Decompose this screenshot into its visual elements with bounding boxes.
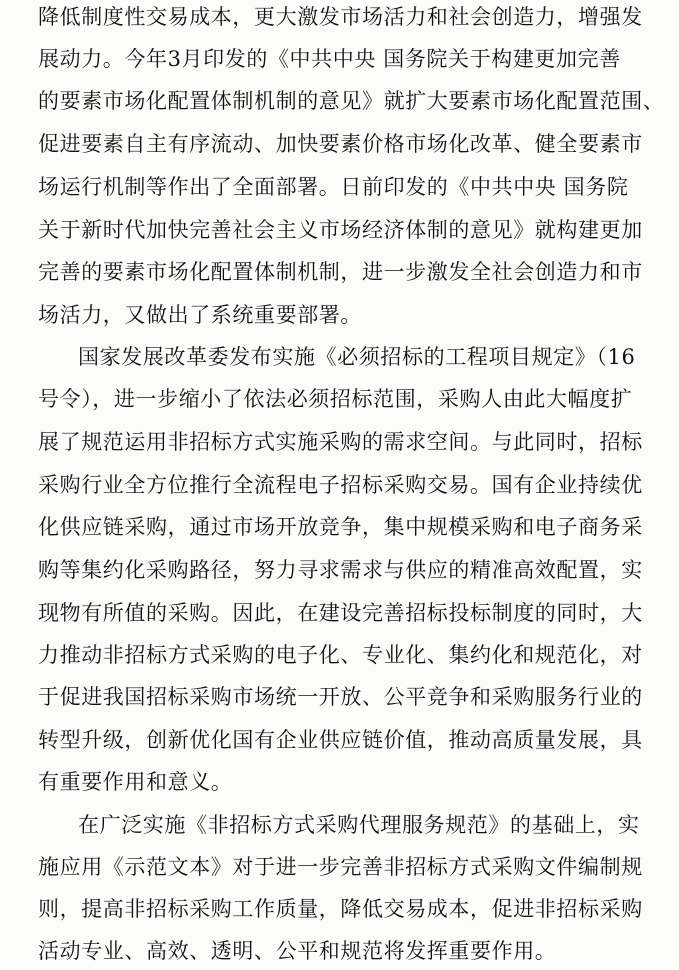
text-line: 有重要作用和意义。	[38, 770, 233, 794]
text-line: 关于新时代加快完善社会主义市场经济体制的意见》就构建更加	[38, 218, 643, 242]
text-line: 展动力。今年3月印发的《中共中央 国务院关于构建更加完善	[38, 47, 621, 71]
paragraph-start-line: 在广泛实施《非招标方式采购代理服务规范》的基础上，实	[78, 813, 640, 837]
text-line: 场运行机制等作出了全面部署。日前印发的《中共中央 国务院	[38, 175, 629, 199]
text-line: 采购行业全方位推行全流程电子招标采购交易。国有企业持续优	[38, 473, 643, 497]
text-line: 购等集约化采购路径，努力寻求需求与供应的精准高效配置，实	[38, 558, 643, 582]
text-line: 的要素市场化配置体制机制的意见》就扩大要素市场化配置范围、	[38, 89, 665, 113]
text-line: 于促进我国招标采购市场统一开放、公平竞争和采购服务行业的	[38, 685, 643, 709]
text-line: 展了规范运用非招标方式实施采购的需求空间。与此同时，招标	[38, 430, 643, 454]
text-line: 完善的要素市场化配置体制机制，进一步激发全社会创造力和市	[38, 260, 643, 284]
text-line: 则，提高非招标采购工作质量，降低交易成本，促进非招标采购	[38, 897, 643, 921]
text-line: 促进要素自主有序流动、加快要素价格市场化改革、健全要素市	[38, 132, 643, 156]
text-line: 场活力，又做出了系统重要部署。	[38, 303, 362, 327]
text-line: 号令），进一步缩小了依法必须招标范围，采购人由此大幅度扩	[38, 387, 633, 411]
text-line: 转型升级，创新优化国有企业供应链价值，推动高质量发展，具	[38, 728, 643, 752]
text-line: 降低制度性交易成本，更大激发市场活力和社会创造力，增强发	[38, 5, 643, 29]
text-line: 活动专业、高效、透明、公平和规范将发挥重要作用。	[38, 939, 557, 963]
paragraph-start-line: 国家发展改革委发布实施《必须招标的工程项目规定》（16	[78, 345, 636, 369]
text-line: 力推动非招标方式采购的电子化、专业化、集约化和规范化，对	[38, 643, 643, 667]
text-line: 现物有所值的采购。因此，在建设完善招标投标制度的同时，大	[38, 601, 643, 625]
text-line: 化供应链采购，通过市场开放竞争，集中规模采购和电子商务采	[38, 515, 643, 539]
text-line: 施应用《示范文本》对于进一步完善非招标方式采购文件编制规	[38, 855, 643, 879]
